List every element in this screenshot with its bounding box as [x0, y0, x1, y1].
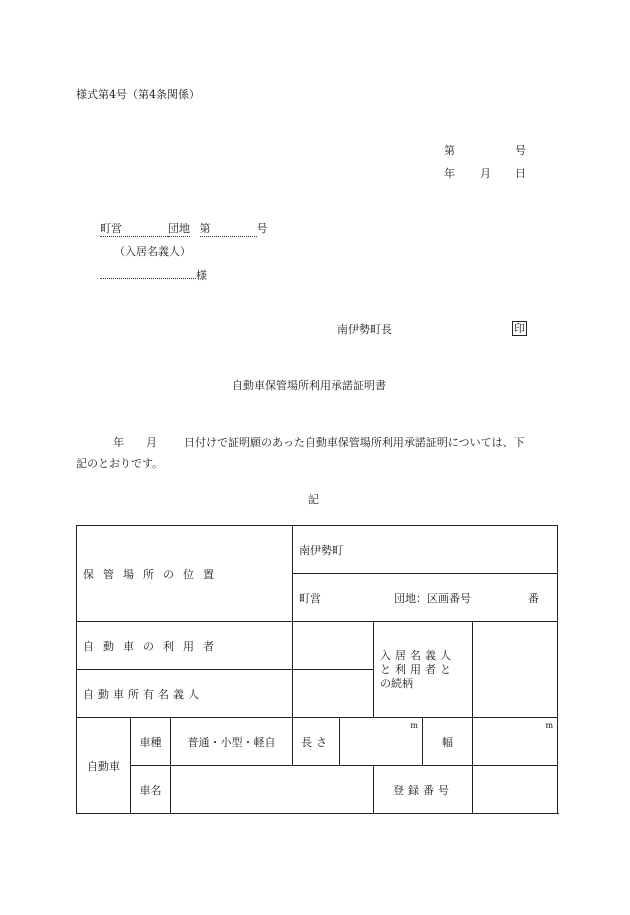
- housing-name-field[interactable]: [100, 220, 168, 237]
- location-plot-cell[interactable]: [293, 574, 558, 622]
- length-label: 長さ: [301, 735, 331, 749]
- width-value-cell[interactable]: [473, 718, 558, 766]
- width-unit: m: [545, 721, 554, 730]
- date-year: 年: [444, 167, 455, 180]
- seal-icon: 印: [514, 322, 525, 335]
- length-label-cell: [293, 718, 340, 766]
- sama-honorific: 様: [196, 269, 207, 282]
- car-label: 自動車: [87, 759, 120, 773]
- doc-number-prefix: 第: [444, 144, 455, 157]
- relation-value-cell[interactable]: [473, 622, 558, 718]
- danchi-label: 団地: [168, 222, 190, 235]
- body-year: 年: [113, 436, 124, 449]
- location-ban: 番: [528, 591, 539, 605]
- registration-value-cell[interactable]: [473, 766, 558, 814]
- form-number: 様式第4号（第4条関係）: [76, 88, 200, 101]
- owner-label-cell: [77, 670, 293, 718]
- unit-number-suffix: 号: [256, 222, 268, 235]
- tenant-name-line: [100, 267, 207, 283]
- car-type-label-cell: [131, 718, 171, 766]
- seal-mark: [512, 320, 527, 336]
- car-name-label: 車名: [139, 783, 162, 797]
- tenant-name-field[interactable]: [100, 278, 196, 279]
- user-label-cell: [77, 622, 293, 670]
- car-label-cell: [77, 718, 131, 814]
- relation-label-cell: [374, 622, 473, 718]
- addressee-line: [100, 220, 268, 237]
- location-town-cell[interactable]: [293, 526, 558, 574]
- unit-number-field[interactable]: [200, 220, 257, 237]
- date-day: 日: [515, 167, 526, 180]
- registration-label: 登録番号: [393, 783, 453, 797]
- issuer-title: 南伊勢町長: [337, 323, 392, 336]
- owner-label: 自動車所有名義人: [83, 687, 203, 701]
- relation-label-line3: の続柄: [380, 676, 413, 690]
- ki-heading: 記: [308, 493, 319, 506]
- length-value-cell[interactable]: [340, 718, 423, 766]
- length-unit: m: [410, 721, 418, 730]
- location-label: 保管場所の位置: [83, 567, 223, 581]
- body-line1: 日付けで証明願のあった自動車保管場所利用承諾証明については、下: [184, 436, 525, 449]
- owner-value-cell[interactable]: [293, 670, 374, 718]
- relation-label-line1: 入居名義人: [380, 648, 455, 662]
- unit-number-prefix: 第: [199, 222, 211, 235]
- registration-label-cell: [374, 766, 473, 814]
- relation-label-line2: と利用者と: [380, 662, 455, 676]
- location-label-cell: [77, 526, 293, 622]
- car-name-value-cell[interactable]: [171, 766, 374, 814]
- user-value-cell[interactable]: [293, 622, 374, 670]
- user-label: 自動車の利用者: [83, 639, 223, 653]
- car-type-value: 普通・小型・軽自: [187, 735, 276, 749]
- body-month: 月: [146, 436, 157, 449]
- car-name-label-cell: [131, 766, 171, 814]
- width-label: 幅: [442, 735, 453, 749]
- date-month: 月: [480, 167, 491, 180]
- car-type-value-cell[interactable]: [171, 718, 293, 766]
- doc-number-suffix: 号: [515, 144, 526, 157]
- details-table: [76, 525, 558, 814]
- document-title: 自動車保管場所利用承諾証明書: [232, 379, 386, 392]
- location-housing: 町営: [299, 591, 321, 605]
- relation-label: [380, 649, 466, 691]
- width-label-cell: [423, 718, 473, 766]
- location-town: 南伊勢町: [299, 543, 343, 557]
- car-type-label: 車種: [139, 735, 162, 749]
- tenant-label: （入居名義人）: [114, 245, 191, 258]
- body-line2: 記のとおりです。: [76, 457, 164, 470]
- town-housing-label: 町営: [100, 222, 122, 235]
- location-plot-label: 団地：区画番号: [394, 591, 471, 605]
